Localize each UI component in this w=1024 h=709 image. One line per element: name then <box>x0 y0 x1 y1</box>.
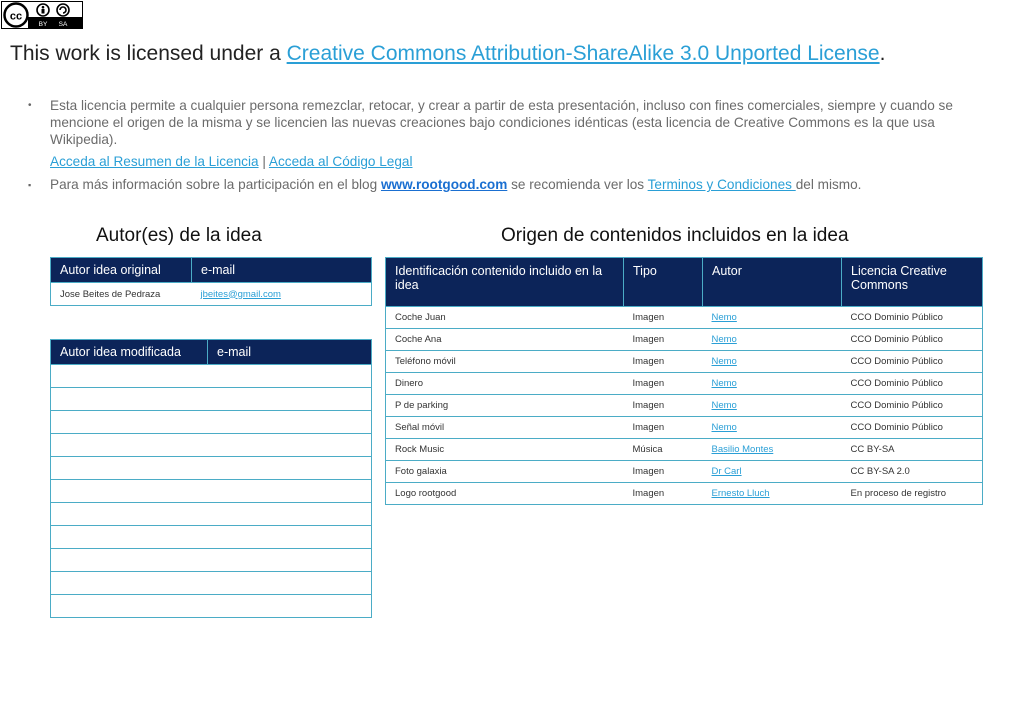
bullet-text <box>50 176 983 194</box>
table-row <box>51 572 372 595</box>
empty-cell[interactable] <box>51 572 208 595</box>
author-link[interactable]: Ernesto Lluch <box>711 488 770 499</box>
header-email: e-mail <box>208 340 372 365</box>
empty-cell[interactable] <box>208 365 372 388</box>
empty-cell[interactable] <box>208 411 372 434</box>
author-link[interactable]: Dr Carl <box>711 466 742 477</box>
authors-title: Autor(es) de la idea <box>96 225 262 246</box>
table-row <box>51 388 372 411</box>
content-name: Señal móvil <box>386 417 624 439</box>
table-row <box>386 417 983 439</box>
content-license: CCO Dominio Público <box>842 395 983 417</box>
empty-cell[interactable] <box>208 526 372 549</box>
content-author <box>703 307 842 329</box>
table-row <box>51 503 372 526</box>
blog-site-link[interactable]: www.rootgood.com <box>380 177 508 192</box>
content-type: Imagen <box>624 461 703 483</box>
content-license: CCO Dominio Público <box>842 329 983 351</box>
original-author-name: Jose Beites de Pedraza <box>51 283 192 306</box>
empty-cell[interactable] <box>51 526 208 549</box>
empty-cell[interactable] <box>51 365 208 388</box>
empty-cell[interactable] <box>51 411 208 434</box>
content-license: CC BY-SA <box>842 439 983 461</box>
table-row <box>386 439 983 461</box>
license-bullets <box>28 97 983 199</box>
content-name: Coche Ana <box>386 329 624 351</box>
content-name: Teléfono móvil <box>386 351 624 373</box>
empty-cell[interactable] <box>51 480 208 503</box>
bullet-item <box>28 97 983 148</box>
content-license: CC BY-SA 2.0 <box>842 461 983 483</box>
table-row <box>51 480 372 503</box>
content-type: Imagen <box>624 351 703 373</box>
bullet-text: Esta licencia permite a cualquier persona remezclar, retocar, y crear a partir de esta presentación, incluso con fines comerciales, siempre y cuando se mencione el origen de la misma y se licencien las nuevas creaciones bajo condiciones idénticas (esta licencia de Creative Commons es la que usa Wikipedia). <box>50 98 953 147</box>
terms-link[interactable]: Terminos y Condiciones <box>647 177 796 192</box>
content-author <box>703 417 842 439</box>
author-link[interactable]: Nemo <box>711 422 737 433</box>
author-link[interactable]: Nemo <box>711 378 737 389</box>
empty-cell[interactable] <box>51 388 208 411</box>
table-row <box>51 549 372 572</box>
table-row <box>386 351 983 373</box>
header-email: e-mail <box>192 258 372 283</box>
header-modified-author: Autor idea modificada <box>51 340 208 365</box>
content-type: Imagen <box>624 373 703 395</box>
license-links <box>50 153 983 170</box>
sa-logo-text: SA <box>58 21 68 28</box>
content-type: Imagen <box>624 307 703 329</box>
content-name: Coche Juan <box>386 307 624 329</box>
author-link[interactable]: Nemo <box>711 400 737 411</box>
table-row <box>386 395 983 417</box>
content-type: Imagen <box>624 329 703 351</box>
author-link[interactable]: Nemo <box>711 312 737 323</box>
empty-cell[interactable] <box>208 595 372 618</box>
empty-cell[interactable] <box>208 503 372 526</box>
license-suffix: . <box>879 42 886 65</box>
legal-code-link[interactable]: Acceda al Código Legal <box>268 154 413 169</box>
bullet-dot: • <box>28 100 32 111</box>
empty-cell[interactable] <box>208 549 372 572</box>
content-license: En proceso de registro <box>842 483 983 505</box>
empty-cell[interactable] <box>208 480 372 503</box>
table-row <box>386 461 983 483</box>
content-name: P de parking <box>386 395 624 417</box>
content-author <box>703 395 842 417</box>
table-header-row <box>51 340 372 365</box>
cc-by-sa-logo <box>1 1 83 29</box>
content-name: Rock Music <box>386 439 624 461</box>
table-row <box>51 434 372 457</box>
email-link[interactable]: jbeites@gmail.com <box>200 288 281 300</box>
content-author <box>703 329 842 351</box>
author-link[interactable]: Basilio Montes <box>711 444 774 455</box>
table-row <box>386 373 983 395</box>
author-link[interactable]: Nemo <box>711 356 737 367</box>
content-author <box>703 439 842 461</box>
header-content-id: Identificación contenido incluido en la idea <box>386 258 624 307</box>
content-type: Imagen <box>624 395 703 417</box>
author-link[interactable]: Nemo <box>711 334 737 345</box>
empty-cell[interactable] <box>208 434 372 457</box>
license-statement <box>10 42 885 66</box>
empty-cell[interactable] <box>51 434 208 457</box>
table-row <box>51 283 372 306</box>
content-type: Imagen <box>624 483 703 505</box>
license-summary-link[interactable]: Acceda al Resumen de la Licencia <box>50 154 259 169</box>
table-row <box>51 411 372 434</box>
content-license: CCO Dominio Público <box>842 351 983 373</box>
bullet-item <box>28 176 983 194</box>
original-author-email <box>192 283 372 306</box>
table-row <box>386 483 983 505</box>
empty-cell[interactable] <box>51 549 208 572</box>
content-license: CCO Dominio Público <box>842 307 983 329</box>
table-row <box>51 595 372 618</box>
table-row <box>51 457 372 480</box>
content-author <box>703 373 842 395</box>
header-license: Licencia Creative Commons <box>842 258 983 307</box>
original-author-table <box>50 257 372 306</box>
empty-cell[interactable] <box>208 572 372 595</box>
content-author <box>703 351 842 373</box>
by-logo-text: BY <box>38 21 48 28</box>
content-author <box>703 483 842 505</box>
content-type: Imagen <box>624 417 703 439</box>
empty-cell[interactable] <box>208 457 372 480</box>
content-name: Foto galaxia <box>386 461 624 483</box>
license-prefix: This work is licensed under a <box>10 42 287 65</box>
license-link[interactable]: Creative Commons Attribution-ShareAlike 3.0 Unported License <box>286 42 880 65</box>
content-author <box>703 461 842 483</box>
content-origin-table <box>385 257 983 505</box>
links-separator: | <box>258 154 269 169</box>
table-row <box>51 526 372 549</box>
cc-logo-text: cc <box>9 10 23 23</box>
table-row <box>386 329 983 351</box>
empty-cell[interactable] <box>51 503 208 526</box>
header-author: Autor <box>703 258 842 307</box>
bullet-text-mid: se recomienda ver los <box>507 177 648 192</box>
empty-cell[interactable] <box>208 388 372 411</box>
table-row <box>51 365 372 388</box>
bullet-text-suffix: del mismo. <box>795 177 862 192</box>
header-original-author: Autor idea original <box>51 258 192 283</box>
table-row <box>386 307 983 329</box>
table-header-row <box>51 258 372 283</box>
content-name: Logo rootgood <box>386 483 624 505</box>
empty-cell[interactable] <box>51 457 208 480</box>
origin-title: Origen de contenidos incluidos en la idea <box>501 225 849 246</box>
header-type: Tipo <box>624 258 703 307</box>
bullet-square: ▪ <box>28 180 32 190</box>
modified-author-table <box>50 339 372 618</box>
content-name: Dinero <box>386 373 624 395</box>
content-license: CCO Dominio Público <box>842 373 983 395</box>
content-type: Música <box>624 439 703 461</box>
bullet-text-prefix: Para más información sobre la participación en el blog <box>50 177 381 192</box>
table-header-row <box>386 258 983 307</box>
content-license: CCO Dominio Público <box>842 417 983 439</box>
empty-cell[interactable] <box>51 595 208 618</box>
